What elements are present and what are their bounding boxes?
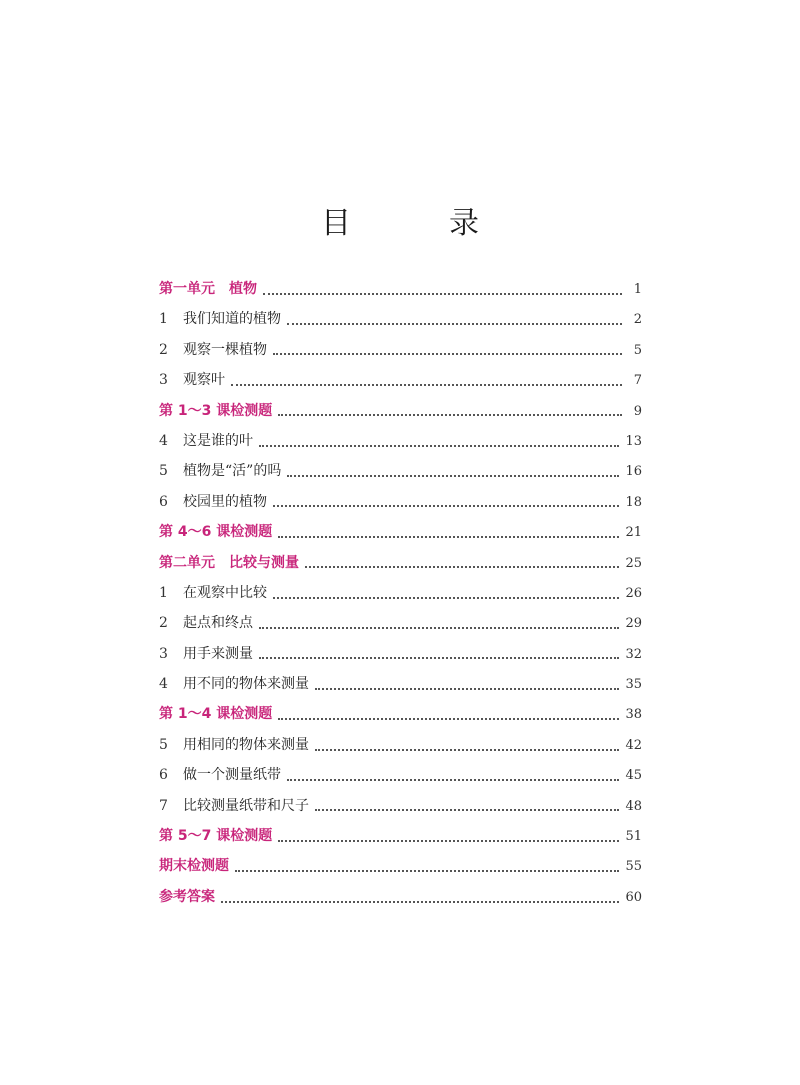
toc-entry-label <box>159 304 281 334</box>
toc-entry-label <box>159 608 253 638</box>
toc-entry-title: 植物是“活”的吗 <box>183 463 282 480</box>
toc-page-number: 21 <box>625 525 642 541</box>
toc-entry-number: 5 <box>159 463 168 480</box>
dot-leader <box>278 413 622 416</box>
toc-entry-title: 用手来测量 <box>183 645 253 662</box>
toc-entry-label <box>159 517 272 547</box>
toc-entry-label <box>159 548 299 578</box>
toc-page-number: 32 <box>625 646 642 662</box>
dot-leader <box>315 808 619 811</box>
toc-item[interactable] <box>159 335 642 365</box>
toc-heading[interactable] <box>159 882 642 912</box>
toc-entry-label <box>159 335 267 365</box>
toc-page-number: 48 <box>625 798 642 814</box>
toc-entry-label <box>159 791 309 821</box>
toc-entry-label <box>159 487 267 517</box>
toc-item[interactable] <box>159 608 642 638</box>
toc-entry-title: 期末检测题 <box>159 858 229 875</box>
dot-leader <box>231 383 622 386</box>
toc-page-number: 45 <box>625 768 642 784</box>
toc-page-number: 29 <box>625 616 642 632</box>
toc-entry-label <box>159 578 267 608</box>
toc-entry-label <box>159 396 272 426</box>
toc-item[interactable] <box>159 669 642 699</box>
toc-item[interactable] <box>159 426 642 456</box>
toc-entry-number: 7 <box>159 797 168 814</box>
toc-entry-title: 这是谁的叶 <box>183 432 253 449</box>
toc-page-number: 5 <box>633 342 642 358</box>
toc-heading[interactable] <box>159 274 642 304</box>
toc-entry-number: 4 <box>159 676 168 693</box>
toc-page-number: 9 <box>633 403 642 419</box>
dot-leader <box>287 322 622 325</box>
toc-entry-title: 第二单元 比较与测量 <box>159 554 299 571</box>
toc-item[interactable] <box>159 487 642 517</box>
toc-heading[interactable] <box>159 396 642 426</box>
toc-entry-title: 观察一棵植物 <box>183 341 267 358</box>
toc-entry-number: 4 <box>159 432 168 449</box>
toc-entry-title: 观察叶 <box>183 372 225 389</box>
dot-leader <box>315 687 619 690</box>
toc-entry-title: 第 4～6 课检测题 <box>159 524 273 541</box>
toc-entry-title: 用不同的物体来测量 <box>183 676 309 693</box>
dot-leader <box>273 352 622 355</box>
toc-entry-number: 6 <box>159 493 168 510</box>
dot-leader <box>305 565 619 568</box>
toc-page-number: 7 <box>633 373 642 389</box>
toc-entry-label <box>159 639 253 669</box>
toc-entry-title: 第一单元 植物 <box>159 281 257 297</box>
dot-leader <box>235 869 619 872</box>
toc-entry-title: 我们知道的植物 <box>183 311 281 328</box>
toc-heading[interactable] <box>159 851 642 881</box>
dot-leader <box>259 626 619 629</box>
dot-leader <box>315 748 619 751</box>
toc-entry-label <box>159 274 257 304</box>
dot-leader <box>278 717 619 720</box>
toc-page-number: 55 <box>625 859 642 875</box>
toc-entry-label <box>159 882 215 912</box>
toc-entry-label <box>159 730 309 760</box>
toc-page-number: 26 <box>625 585 642 601</box>
toc-entry-label <box>159 669 309 699</box>
toc-item[interactable] <box>159 304 642 334</box>
toc-item[interactable] <box>159 639 642 669</box>
toc-page-number: 2 <box>633 312 642 328</box>
toc-entry-title: 参考答案 <box>159 888 215 905</box>
dot-leader <box>287 778 619 781</box>
dot-leader <box>221 900 619 903</box>
toc-entry-label <box>159 821 272 851</box>
toc-entry-number: 2 <box>159 341 168 358</box>
toc-item[interactable] <box>159 730 642 760</box>
toc-page-number: 51 <box>625 829 642 845</box>
toc-entry-title: 比较测量纸带和尺子 <box>183 797 309 814</box>
dot-leader <box>278 839 619 842</box>
toc-entry-label <box>159 426 253 456</box>
toc-entry-number: 3 <box>159 645 168 662</box>
toc-entry-label <box>159 365 225 395</box>
toc-page-number: 18 <box>625 494 642 510</box>
toc-entry-label <box>159 699 272 729</box>
dot-leader <box>278 535 619 538</box>
toc-heading[interactable] <box>159 699 642 729</box>
dot-leader <box>263 292 622 295</box>
toc-page-number: 25 <box>625 555 642 571</box>
toc-entry-number: 6 <box>159 767 168 784</box>
toc-entry-title: 起点和终点 <box>183 615 253 632</box>
toc-entry-label <box>159 760 281 790</box>
toc-entry-title: 校园里的植物 <box>183 493 267 510</box>
toc-entry-title: 做一个测量纸带 <box>183 767 281 784</box>
table-of-contents <box>159 274 642 912</box>
toc-entry-number: 3 <box>159 372 168 389</box>
toc-item[interactable] <box>159 791 642 821</box>
toc-entry-title: 第 1～4 课检测题 <box>159 706 273 723</box>
dot-leader <box>287 474 619 477</box>
toc-page-number: 13 <box>625 433 642 449</box>
dot-leader <box>273 596 619 599</box>
toc-page-number: 38 <box>625 707 642 723</box>
toc-page-number: 1 <box>633 282 642 297</box>
toc-entry-label <box>159 851 229 881</box>
toc-entry-title: 第 5～7 课检测题 <box>159 828 273 845</box>
dot-leader <box>259 444 619 447</box>
toc-entry-number: 1 <box>159 311 168 328</box>
toc-heading[interactable] <box>159 517 642 547</box>
toc-item[interactable] <box>159 456 642 486</box>
toc-heading[interactable] <box>159 821 642 851</box>
toc-entry-label <box>159 456 281 486</box>
toc-page-number: 16 <box>625 464 642 480</box>
toc-item[interactable] <box>159 365 642 395</box>
toc-item[interactable] <box>159 760 642 790</box>
page-title: 目 录 <box>321 206 513 241</box>
toc-entry-title: 第 1～3 课检测题 <box>159 402 273 419</box>
toc-page-number: 60 <box>625 889 642 905</box>
dot-leader <box>273 504 619 507</box>
toc-entry-number: 1 <box>159 584 168 601</box>
toc-page-number: 42 <box>625 737 642 753</box>
dot-leader <box>259 656 619 659</box>
toc-item[interactable] <box>159 578 642 608</box>
toc-heading[interactable] <box>159 548 642 578</box>
toc-entry-title: 在观察中比较 <box>183 584 267 601</box>
toc-entry-title: 用相同的物体来测量 <box>183 736 309 753</box>
toc-entry-number: 5 <box>159 736 168 753</box>
toc-entry-number: 2 <box>159 615 168 632</box>
toc-page-number: 35 <box>625 677 642 693</box>
